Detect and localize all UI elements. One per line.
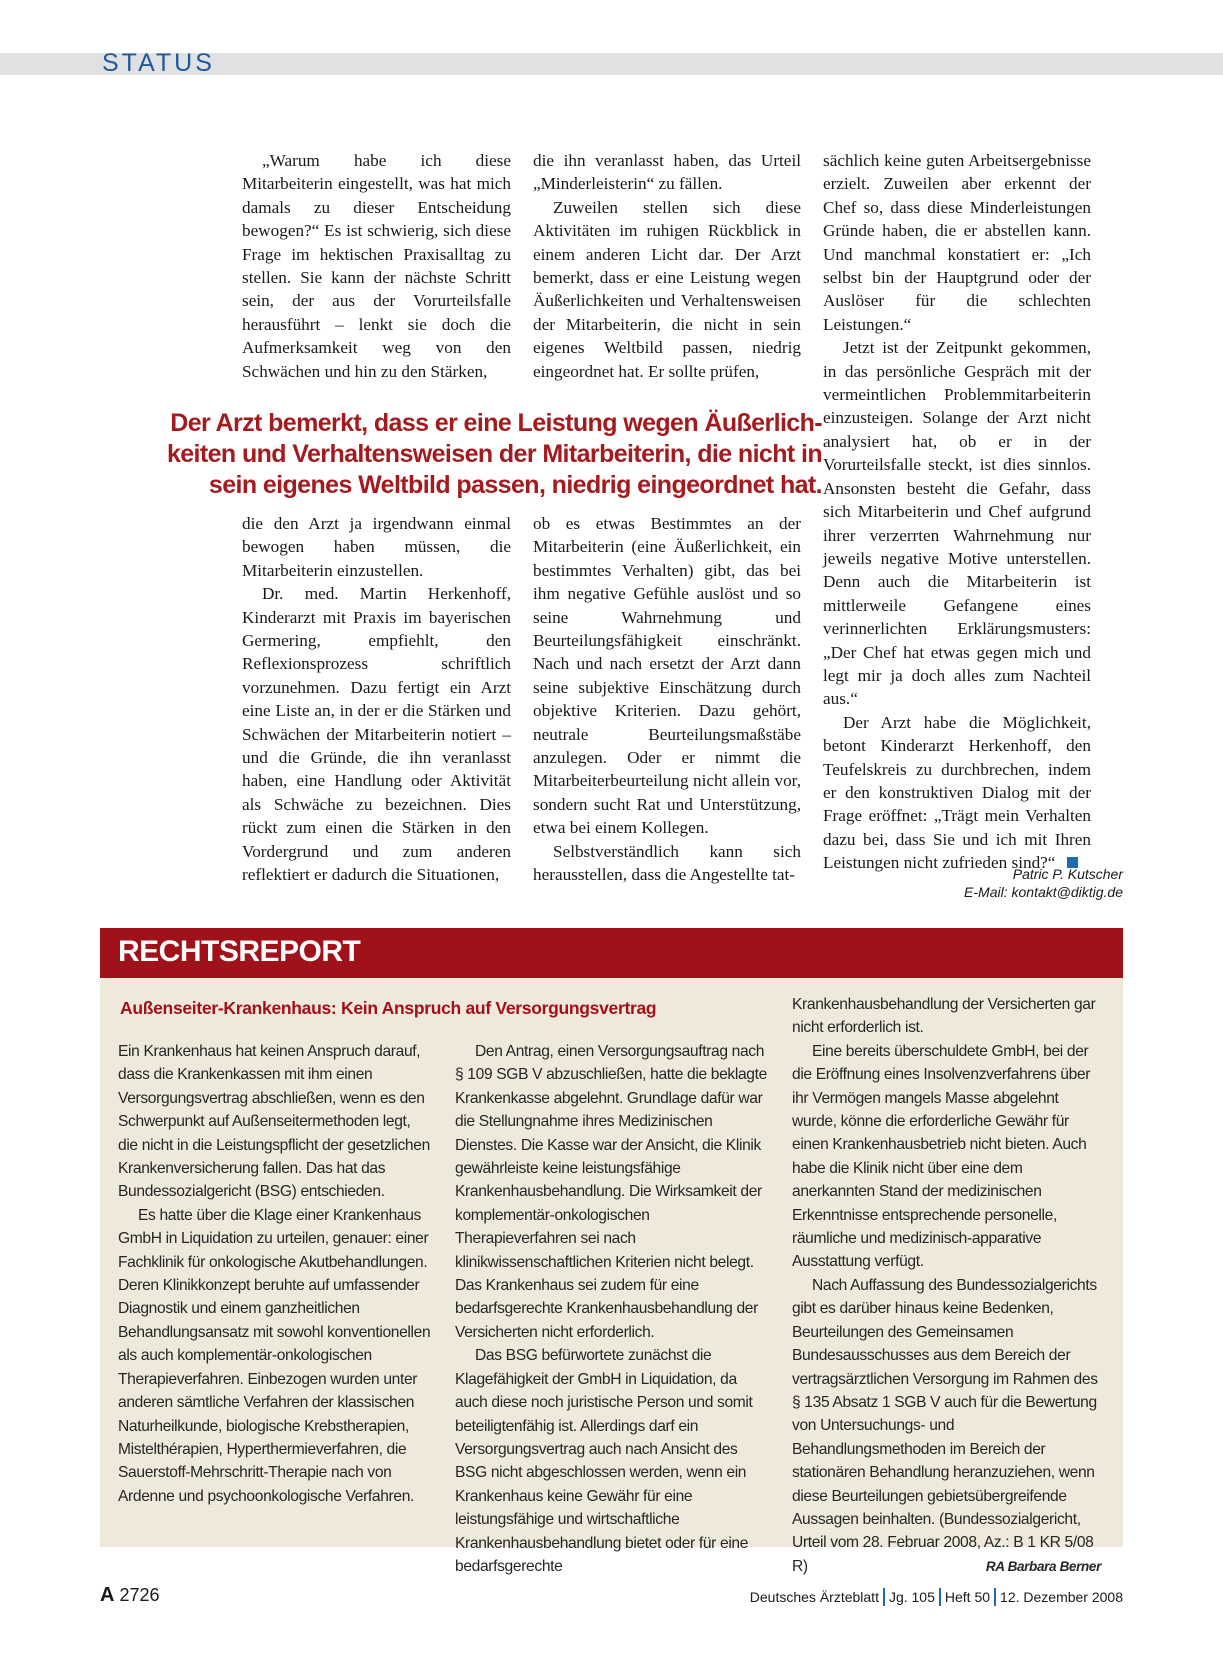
article-signature	[964, 865, 1123, 901]
article-upper-column-2	[533, 149, 801, 383]
rechtsreport-author: RA Barbara Berner	[985, 1558, 1101, 1574]
paragraph	[792, 1274, 1105, 1578]
paragraph: Zuweilen stellen sich diese Aktivitäten im ruhigen Rückblick in einem anderen Licht dar. Der Arzt bemerkt, dass er eine Leistung wegen Äußerlichkeiten und Verhaltensweisen der Mitarbeiterin, die nicht in sein eigenes Weltbild passen, niedrig eingeordnet hat. Er sollte prüfen,	[533, 197, 801, 381]
journal-name: Deutsches Ärzteblatt	[749, 1589, 879, 1605]
journal-issue: Heft 50	[944, 1589, 991, 1605]
rechtsreport-column-2	[455, 1040, 768, 1578]
author-name: Patric P. Kutscher	[1012, 866, 1123, 882]
article-upper-column-1	[242, 149, 511, 383]
pull-quote	[140, 408, 822, 501]
article-lower-column-1	[242, 512, 511, 887]
separator	[883, 1588, 885, 1606]
journal-info	[750, 1588, 1123, 1606]
rechtsreport-title: RECHTSREPORT	[118, 935, 361, 968]
paragraph: Krankenhausbehandlung der Versicherten gar nicht erforderlich ist.	[792, 996, 1096, 1037]
paragraph: Den Antrag, einen Versorgungsauftrag nach § 109 SGB V abzuschließen, hatte die beklagte Krankenkasse abgelehnt. Grundlage dafür war die Stellungnahme ihres Medizinischen Dienstes. Die Kasse war der Ansicht, die Klinik gewährleiste keine leistungsfähige Krankenhausbehandlung. Die Wirksamkeit der komplementär-onkologischen Therapieverfahren sei nach klinikwissenschaftlichen Kriterien nicht belegt. Das Krankenhaus sei zudem für eine bedarfsgerechte Krankenhausbehandlung der Versicherten nicht erforderlich.	[455, 1043, 767, 1341]
paragraph: Dr. med. Martin Herkenhoff, Kinderarzt mit Praxis im bayerischen Germering, empfiehlt, den Reflexionsprozess schriftlich vorzunehmen. Dazu fertigt ein Arzt eine Liste an, in der er die Stärken und Schwächen der Mitarbeiterin notiert – und die Gründe, die ihn veranlasst haben, eine Handlung oder Aktivität als Schwäche zu bezeichnen. Dies rückt zum einen die Stärken in den Vordergrund und zum anderen reflektiert er dadurch die Situationen,	[242, 584, 511, 885]
rechtsreport-column-1	[118, 1040, 431, 1508]
paragraph: Selbstverständlich kann sich herausstellen, dass die Angestellte tat-	[533, 841, 801, 885]
paragraph: Jetzt ist der Zeitpunkt gekommen, in das persönliche Gespräch mit der vermeintlichen Problemmitarbeiterin einzusteigen. Solange der Arzt nicht analysiert hat, ob er in der Vorurteilsfalle steckt, ist dies sinnlos. Ansonsten besteht die Gefahr, dass sich Mitarbeiterin und Chef aufgrund ihrer verzerrten Wahrnehmung nur jeweils negative Motive unterstellen. Denn auch die Mitarbeiterin ist mittlerweile Gefangene eines verinnerlichten Erklärungsmusters: „Der Chef hat etwas gegen mich und legt mir ja doch alles zum Nachteil aus.“	[823, 338, 1091, 709]
separator	[939, 1588, 941, 1606]
paragraph: Das BSG befürwortete zunächst die Klagefähigkeit der GmbH in Liquidation, da auch diese noch juristische Person und somit beteiligtenfähig ist. Allerdings darf ein Versorgungsvertrag auch nach Ansicht des BSG nicht abgeschlossen werden, wenn ein Krankenhaus keine Gewähr für eine leistungsfähige und wirtschaftliche Krankenhausbehandlung bietet oder für eine bedarfsgerechte	[455, 1347, 753, 1575]
paragraph: sächlich keine guten Arbeitsergebnisse erzielt. Zuweilen aber erkennt der Chef so, dass diese Minderleistungen Gründe haben, die er abstellen kann. Und manchmal konstatiert er: „Ich selbst bin der Hauptgrund oder der Auslöser für die schlechten Leistungen.“	[823, 151, 1091, 334]
pull-quote-line: keiten und Verhaltensweisen der Mitarbeiterin, die nicht in	[166, 440, 822, 468]
section-label: STATUS	[102, 49, 215, 77]
journal-date: 12. Dezember 2008	[1000, 1589, 1123, 1605]
paragraph	[823, 711, 1091, 875]
paragraph-text: Nach Auffassung des Bundessozialgerichts gibt es darüber hinaus keine Bedenken, Beurteilungen des Gemeinsamen Bundesausschusses aus dem Bereich der vertragsärztlichen Versorgung im Rahmen des § 135 Absatz 1 SGB V auch für die Bewertung von Untersuchungs- und Behandlungsmethoden im Bereich der stationären Behandlung heranzuziehen, wenn diese Beurteilungen gebietsübergreifende Aussagen beinhalten. (Bundessozialgericht, Urteil vom 28. Februar 2008, Az.: B 1 KR 5/08 R)	[792, 1276, 1098, 1575]
pull-quote-line: sein eigenes Weltbild passen, niedrig eingeordnet hat.	[208, 471, 822, 499]
article-lower-column-2	[533, 512, 801, 887]
page-number-value: 2726	[119, 1585, 160, 1605]
page-number	[100, 1584, 160, 1607]
paragraph: die den Arzt ja irgendwann einmal bewogen haben müssen, die Mitarbeiterin einzustellen.	[242, 514, 511, 580]
rechtsreport-subtitle: Außenseiter-Krankenhaus: Kein Anspruch auf Versorgungsvertrag	[120, 998, 657, 1018]
author-email: E-Mail: kontakt@diktig.de	[964, 884, 1123, 900]
article-column-3	[823, 149, 1091, 875]
paragraph: Eine bereits überschuldete GmbH, bei der die Eröffnung eines Insolvenzverfahrens über ihr Vermögen mangels Masse abgelehnt wurde, könne die erforderliche Gewähr für einen Krankenhausbetrieb nicht bieten. Auch habe die Klinik nicht über eine dem anerkannten Stand der medizinischen Erkenntnisse entsprechende personelle, räumliche und medizinisch-apparative Ausstattung verfügt.	[792, 1042, 1091, 1271]
page-prefix: A	[100, 1584, 115, 1606]
separator	[994, 1588, 996, 1606]
journal-volume: Jg. 105	[888, 1589, 935, 1605]
paragraph: Es hatte über die Klage einer Krankenhaus GmbH in Liquidation zu urteilen, genauer: einer Fachklinik für onkologische Akutbehandlungen. Deren Klinikkonzept beruhte auf umfassender Diagnostik und einem ganzheitlichen Behandlungsansatz mit sowohl konventionellen als auch komplementär-onkologischen Therapieverfahren. Einbezogen wurden unter anderen sämtliche Verfahren der klassischen Naturheilkunde, biologische Krebstherapien, Mistelthérapien, Hyperthermieverfahren, die Sauerstoff-Mehrschritt-Therapie nach von Ardenne und psychoonkologische Verfahren.	[118, 1206, 431, 1505]
paragraph: ob es etwas Bestimmtes an der Mitarbeiterin (eine Äußerlichkeit, ein bestimmtes Verhalten) gibt, das bei ihm negative Gefühle auslöst und so seine Wahrnehmung und Beurteilungsfähigkeit einschränkt. Nach und nach ersetzt der Arzt dann seine subjektive Einschätzung durch objektive Kriterien. Dazu gehört, neutrale Beurteilungsmaßstäbe anzulegen. Oder er nimmt die Mitarbeiterbeurteilung nicht allein vor, sondern sucht Rat und Unterstützung, etwa bei einem Kollegen.	[533, 514, 801, 838]
paragraph-text: Der Arzt habe die Möglichkeit, betont Kinderarzt Herkenhoff, den Teufelskreis zu durchbrechen, indem er den konstruktiven Dialog mit der Frage eröffnet: „Trägt mein Verhalten dazu bei, dass Sie und ich mit Ihren Leistungen nicht zufrieden sind?“	[823, 712, 1091, 873]
rechtsreport-column-3	[792, 993, 1105, 1578]
paragraph: die ihn veranlasst haben, das Urteil „Minderleisterin“ zu fällen.	[533, 151, 801, 194]
paragraph: „Warum habe ich diese Mitarbeiterin eingestellt, was hat mich damals zu dieser Entscheidung bewogen?“ Es ist schwierig, sich diese Frage im hektischen Praxisalltag zu stellen. Sie kann der nächste Schritt sein, der aus der Vorurteilsfalle herausführt – lenkt sie doch die Aufmerksamkeit weg von den Schwächen und hin zu den Stärken,	[242, 151, 511, 381]
pull-quote-line: Der Arzt bemerkt, dass er eine Leistung wegen Äußerlich-	[170, 409, 822, 437]
paragraph: Ein Krankenhaus hat keinen Anspruch darauf, dass die Krankenkassen mit ihm einen Versorgungsvertrag abschließen, wenn es den Schwerpunkt auf Außenseitermethoden legt, die nicht in die Leistungspflicht der gesetzlichen Krankenversicherung fallen. Das hat das Bundessozialgericht (BSG) entschieden.	[118, 1043, 430, 1201]
